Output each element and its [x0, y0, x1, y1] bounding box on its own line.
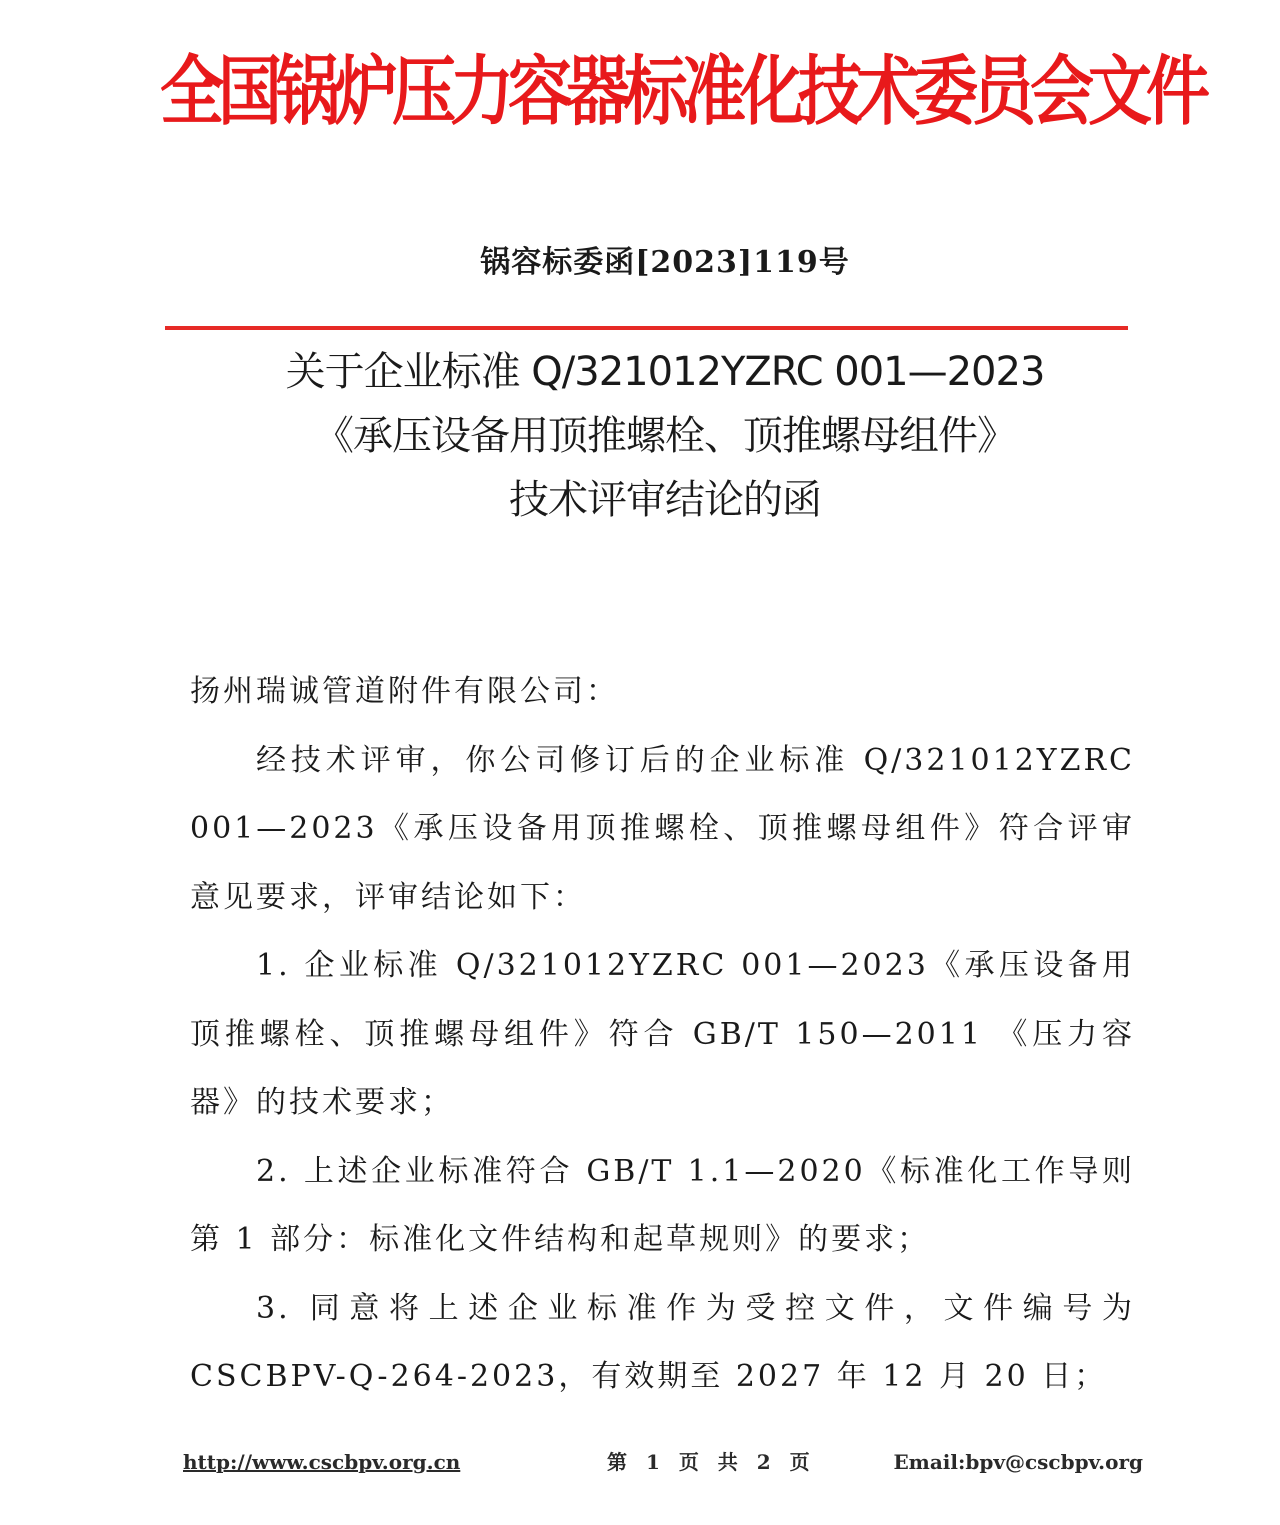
document-number: 锅容标委函[2023]119号	[480, 245, 850, 280]
conclusion-item-3: 3. 同意将上述企业标准作为受控文件，文件编号为 CSCBPV-Q-264-2023，有效期至 2027 年 12 月 20 日；	[190, 1290, 1135, 1394]
red-divider	[165, 326, 1128, 330]
letter-body	[190, 658, 1135, 1412]
masthead-title: 全国锅炉压力容器标准化技术委员会文件	[160, 49, 1204, 137]
conclusion-item-1: 1. 企业标准 Q/321012YZRC 001—2023《承压设备用顶推螺栓、顶推螺母组件》符合 GB/T 150—2011 《压力容器》的技术要求；	[190, 948, 1135, 1120]
salutation: 扬州瑞诚管道附件有限公司：	[190, 674, 619, 709]
website-link[interactable]: http://www.cscbpv.org.cn	[183, 1450, 461, 1474]
intro-paragraph: 经技术评审，你公司修订后的企业标准 Q/321012YZRC 001—2023《承压设备用顶推螺栓、顶推螺母组件》符合评审意见要求，评审结论如下：	[190, 742, 1135, 915]
email-link[interactable]: Email:bpv@cscbpv.org	[893, 1450, 1143, 1474]
page-indicator: 第 1 页 共 2 页	[607, 1450, 816, 1474]
conclusion-item-2: 2. 上述企业标准符合 GB/T 1.1—2020《标准化工作导则第 1 部分：标准化文件结构和起草规则》的要求；	[190, 1153, 1135, 1257]
title-line-1: 关于企业标准 Q/321012YZRC 001—2023	[285, 349, 1045, 395]
title-line-2: 《承压设备用顶推螺栓、顶推螺母组件》	[314, 413, 1016, 459]
title-line-3: 技术评审结论的函	[509, 477, 821, 523]
letter-title	[160, 340, 1170, 532]
page-footer	[183, 1447, 1143, 1477]
